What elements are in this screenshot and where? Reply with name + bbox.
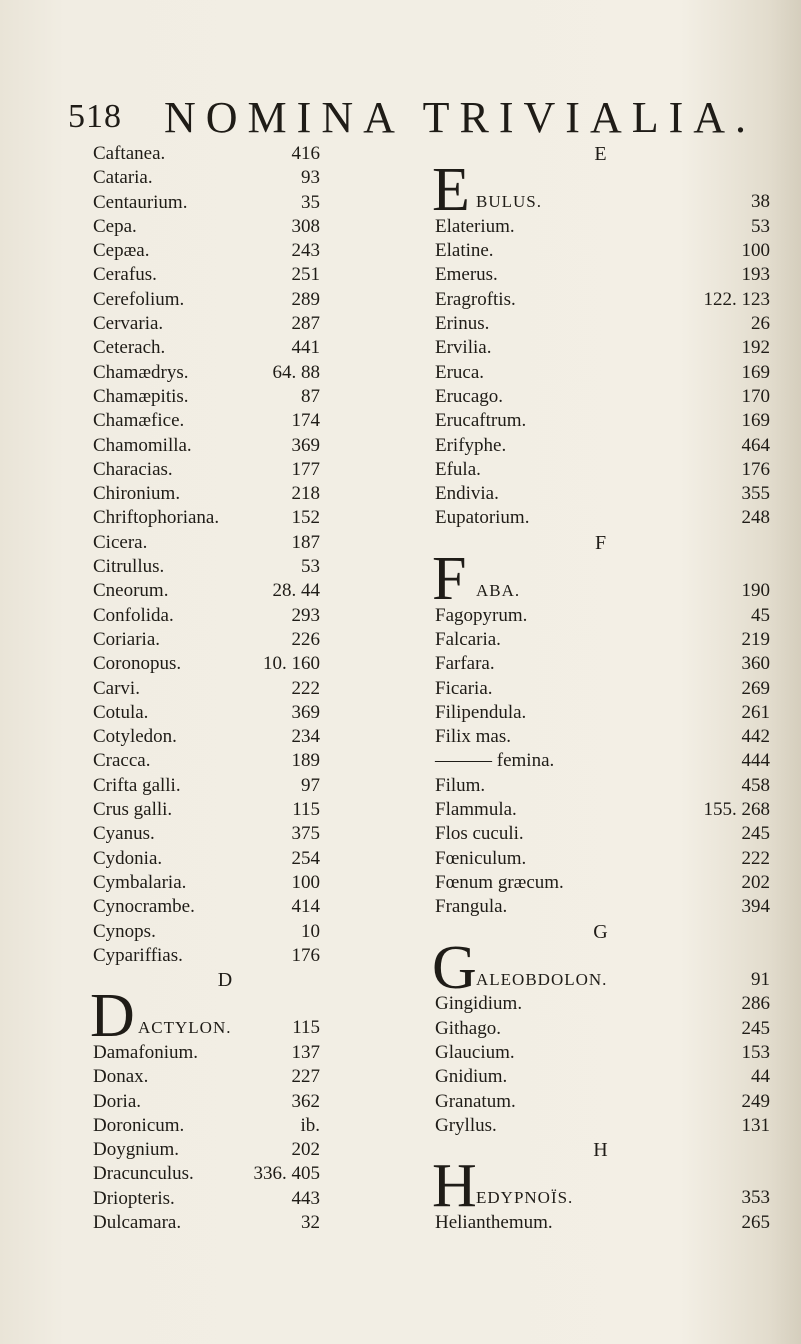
entry-pages: 190	[741, 580, 770, 602]
entry-name: Chriftophoriana.	[93, 507, 220, 529]
entry-pages: 53	[751, 215, 770, 237]
entry-pages: 441	[291, 337, 320, 359]
index-entry	[0, 652, 400, 676]
entry-pages: 115	[292, 799, 320, 821]
index-entry	[0, 215, 400, 239]
index-entry	[400, 992, 801, 1016]
entry-name: Driopteris.	[93, 1187, 175, 1209]
drop-cap-initial: H	[432, 1152, 477, 1221]
index-entry	[400, 1041, 801, 1065]
index-entry	[0, 1114, 400, 1138]
drop-cap-entry-d	[0, 982, 400, 1051]
entry-name: Chamædrys.	[93, 361, 189, 383]
entry-pages: 248	[741, 507, 770, 529]
drop-cap-initial: F	[432, 545, 467, 614]
section-heading-d: D	[217, 969, 233, 992]
entry-pages: 100	[741, 240, 770, 262]
entry-name: Doronicum.	[93, 1114, 185, 1136]
entry-name: Chamomilla.	[93, 434, 192, 456]
index-entry	[0, 798, 400, 822]
entry-name: Erinus.	[435, 313, 490, 335]
entry-pages: 170	[741, 385, 770, 407]
index-entry	[0, 1138, 400, 1162]
section-heading-h: H	[593, 1139, 608, 1162]
entry-name: Cymbalaria.	[93, 871, 187, 893]
index-entry	[0, 847, 400, 871]
entry-pages: 10. 160	[263, 653, 320, 675]
entry-name: Gingidium.	[435, 993, 523, 1015]
entry-name: Cotula.	[93, 701, 149, 723]
entry-name: Granatum.	[435, 1090, 516, 1112]
index-entry	[400, 798, 801, 822]
right-column	[400, 142, 801, 1235]
index-entry	[0, 385, 400, 409]
entry-name: Emerus.	[435, 264, 498, 286]
entry-pages: 254	[291, 847, 320, 869]
entry-pages: 174	[291, 410, 320, 432]
entry-name: Filix mas.	[435, 726, 512, 748]
section-g-entry-list	[400, 992, 801, 1138]
entry-pages: 458	[741, 774, 770, 796]
left-entry-list	[0, 142, 400, 968]
entry-pages: 234	[291, 726, 320, 748]
entry-name: Cypariffias.	[93, 944, 183, 966]
index-entry	[0, 482, 400, 506]
entry-pages: 222	[741, 847, 770, 869]
index-entry	[400, 288, 801, 312]
entry-pages: 293	[291, 604, 320, 626]
entry-pages: 45	[751, 604, 770, 626]
entry-pages: 131	[741, 1114, 770, 1136]
entry-pages: 97	[301, 774, 320, 796]
index-entry	[0, 263, 400, 287]
entry-pages: 10	[301, 920, 320, 942]
entry-pages: 249	[741, 1090, 770, 1112]
entry-name: Crifta galli.	[93, 774, 181, 796]
entry-pages: 286	[741, 993, 770, 1015]
index-entry	[0, 166, 400, 190]
index-entry	[0, 895, 400, 919]
entry-name: Doygnium.	[93, 1139, 180, 1161]
index-entry	[400, 822, 801, 846]
entry-pages: 177	[291, 458, 320, 480]
entry-pages: 289	[291, 288, 320, 310]
entry-name: Elaterium.	[435, 215, 515, 237]
drop-cap-word: ABA.	[476, 581, 521, 601]
entry-pages: 227	[291, 1066, 320, 1088]
index-entry	[0, 458, 400, 482]
entry-name: Chironium.	[93, 483, 181, 505]
entry-name: Doria.	[93, 1090, 142, 1112]
section-heading-g: G	[593, 920, 608, 943]
entry-pages: 93	[301, 167, 320, 189]
entry-name: Cynocrambe.	[93, 896, 195, 918]
entry-name: Ficaria.	[435, 677, 493, 699]
entry-pages: 261	[741, 701, 770, 723]
entry-pages: 115	[292, 1017, 320, 1039]
entry-name: Fœniculum.	[435, 847, 527, 869]
index-entry	[0, 1065, 400, 1089]
entry-pages: 28. 44	[272, 580, 320, 602]
entry-pages: 91	[751, 968, 770, 990]
entry-name: Cneorum.	[93, 580, 169, 602]
entry-pages: 442	[741, 726, 770, 748]
entry-pages: 35	[301, 191, 320, 213]
entry-pages: 176	[741, 458, 770, 480]
section-e-entry-list	[400, 215, 801, 531]
index-entry	[400, 409, 801, 433]
index-entry	[0, 749, 400, 773]
entry-pages: 360	[741, 653, 770, 675]
entry-name: Ceterach.	[93, 337, 166, 359]
index-entry	[0, 1187, 400, 1211]
drop-cap-entry-h	[400, 1152, 801, 1221]
entry-name: Donax.	[93, 1066, 149, 1088]
drop-cap-entry-f	[400, 545, 801, 614]
entry-name: Chamæfice.	[93, 410, 185, 432]
entry-pages: 192	[741, 337, 770, 359]
entry-pages: ib.	[300, 1114, 320, 1136]
entry-name: Confolida.	[93, 604, 174, 626]
entry-name: Chamæpitis.	[93, 385, 189, 407]
entry-pages: 243	[291, 240, 320, 262]
index-entry	[0, 1162, 400, 1186]
entry-pages: 336. 405	[253, 1163, 320, 1185]
index-entry	[0, 361, 400, 385]
entry-name: Fœnum græcum.	[435, 871, 564, 893]
entry-name: Cataria.	[93, 167, 153, 189]
entry-name: Coronopus.	[93, 653, 182, 675]
entry-name: Gnidium.	[435, 1066, 508, 1088]
entry-name: Caftanea.	[93, 143, 166, 164]
entry-name: Filipendula.	[435, 701, 527, 723]
index-entry	[400, 701, 801, 725]
entry-name: Cerefolium.	[93, 288, 185, 310]
index-entry	[400, 677, 801, 701]
section-d-entry-list	[0, 1041, 400, 1235]
index-entry	[400, 336, 801, 360]
entry-pages: 251	[291, 264, 320, 286]
index-entry	[400, 847, 801, 871]
index-entry	[400, 458, 801, 482]
index-entry	[400, 263, 801, 287]
entry-name: Cracca.	[93, 750, 151, 772]
entry-name: Damafonium.	[93, 1041, 199, 1063]
entry-pages: 44	[751, 1066, 770, 1088]
entry-pages: 169	[741, 410, 770, 432]
entry-pages: 226	[291, 628, 320, 650]
entry-name: Dracunculus.	[93, 1163, 194, 1185]
entry-pages: 362	[291, 1090, 320, 1112]
index-entry	[400, 506, 801, 530]
entry-pages: 187	[291, 531, 320, 553]
drop-cap-word: BULUS.	[476, 192, 542, 212]
entry-name: Cydonia.	[93, 847, 163, 869]
entry-pages: 355	[741, 483, 770, 505]
entry-name: Centaurium.	[93, 191, 188, 213]
index-entry	[400, 895, 801, 919]
index-entry	[0, 628, 400, 652]
entry-name: Elatine.	[435, 240, 494, 262]
index-entry	[400, 749, 801, 773]
running-title: NOMINA TRIVIALIA.	[164, 93, 757, 142]
entry-name: Githago.	[435, 1017, 501, 1039]
entry-name: Cynops.	[93, 920, 156, 942]
index-entry	[400, 215, 801, 239]
entry-name: Citrullus.	[93, 556, 165, 578]
entry-name: Cervaria.	[93, 313, 164, 335]
index-entry	[400, 482, 801, 506]
entry-pages: 369	[291, 701, 320, 723]
entry-pages: 353	[741, 1187, 770, 1209]
drop-cap-initial: E	[432, 156, 470, 225]
entry-name: Erucaftrum.	[435, 410, 527, 432]
entry-name: Flos cuculi.	[435, 823, 524, 845]
entry-name: Flammula.	[435, 799, 517, 821]
entry-pages: 369	[291, 434, 320, 456]
entry-pages: 245	[741, 823, 770, 845]
entry-pages: 176	[291, 944, 320, 966]
index-entry	[400, 239, 801, 263]
entry-pages: 375	[291, 823, 320, 845]
drop-cap-entry-g	[400, 933, 801, 1002]
entry-pages: 394	[741, 896, 770, 918]
index-entry	[0, 1211, 400, 1235]
entry-pages: 32	[301, 1212, 320, 1234]
index-entry	[0, 604, 400, 628]
entry-pages: 222	[291, 677, 320, 699]
index-entry	[0, 434, 400, 458]
entry-pages: 202	[291, 1139, 320, 1161]
entry-name: Erifyphe.	[435, 434, 507, 456]
entry-name: Carvi.	[93, 677, 140, 699]
entry-name: Eragroftis.	[435, 288, 516, 310]
entry-name: Falcaria.	[435, 628, 501, 650]
index-entry	[0, 677, 400, 701]
index-entry	[400, 385, 801, 409]
section-heading-f: F	[594, 531, 607, 554]
index-entry	[0, 239, 400, 263]
entry-pages: 122. 123	[703, 288, 770, 310]
entry-pages: 218	[291, 483, 320, 505]
entry-pages: 444	[741, 750, 770, 772]
index-entry	[400, 312, 801, 336]
entry-name: Ervilia.	[435, 337, 492, 359]
drop-cap-initial: D	[90, 982, 135, 1051]
index-entry	[0, 725, 400, 749]
entry-pages: 26	[751, 313, 770, 335]
index-entry	[400, 652, 801, 676]
index-entry	[0, 579, 400, 603]
index-entry	[400, 1017, 801, 1041]
entry-pages: 100	[291, 871, 320, 893]
entry-pages: 414	[291, 896, 320, 918]
index-entry	[400, 604, 801, 628]
entry-name: ——— femina.	[435, 750, 555, 772]
entry-name: Characias.	[93, 458, 173, 480]
entry-name: Cyanus.	[93, 823, 155, 845]
entry-pages: 189	[291, 750, 320, 772]
entry-pages: 64. 88	[272, 361, 320, 383]
index-entry	[0, 312, 400, 336]
index-entry	[0, 920, 400, 944]
entry-pages: 53	[301, 556, 320, 578]
index-entry	[0, 774, 400, 798]
entry-name: Cepæa.	[93, 240, 150, 262]
entry-name: Eupatorium.	[435, 507, 530, 529]
entry-pages: 202	[741, 871, 770, 893]
index-entry	[0, 531, 400, 555]
index-entry	[0, 506, 400, 530]
entry-name: Endivia.	[435, 483, 499, 505]
entry-name: Crus galli.	[93, 799, 173, 821]
entry-name: Cicera.	[93, 531, 148, 553]
index-entry	[400, 725, 801, 749]
entry-pages: 287	[291, 313, 320, 335]
page-number: 518	[68, 98, 122, 135]
entry-name: Fagopyrum.	[435, 604, 528, 626]
entry-name: Coriaria.	[93, 628, 161, 650]
index-entry	[0, 288, 400, 312]
entry-pages: 152	[291, 507, 320, 529]
entry-name: Filum.	[435, 774, 486, 796]
index-entry	[0, 142, 400, 166]
index-entry	[400, 871, 801, 895]
entry-pages: 193	[741, 264, 770, 286]
entry-name: Gryllus.	[435, 1114, 497, 1136]
entry-pages: 38	[751, 191, 770, 213]
entry-pages: 464	[741, 434, 770, 456]
entry-name: Eruca.	[435, 361, 485, 383]
index-entry	[0, 336, 400, 360]
index-entry	[0, 1041, 400, 1065]
index-entry	[0, 555, 400, 579]
entry-name: Glaucium.	[435, 1041, 515, 1063]
drop-cap-entry-e	[400, 156, 801, 225]
entry-pages: 137	[291, 1041, 320, 1063]
entry-pages: 308	[291, 215, 320, 237]
index-entry	[0, 1090, 400, 1114]
section-h-entry-list	[400, 1211, 801, 1235]
entry-pages: 269	[741, 677, 770, 699]
left-column	[0, 142, 400, 1235]
entry-name: Helianthemum.	[435, 1212, 553, 1234]
entry-name: Cotyledon.	[93, 726, 177, 748]
entry-pages: 245	[741, 1017, 770, 1039]
entry-name: Cerafus.	[93, 264, 157, 286]
index-entry	[0, 944, 400, 968]
index-entry	[400, 361, 801, 385]
index-entry	[0, 822, 400, 846]
index-entry	[400, 434, 801, 458]
entry-pages: 169	[741, 361, 770, 383]
index-entry	[400, 1114, 801, 1138]
drop-cap-initial: G	[432, 933, 477, 1002]
entry-pages: 443	[291, 1187, 320, 1209]
entry-name: Erucago.	[435, 385, 504, 407]
section-heading-e: E	[594, 143, 607, 165]
drop-cap-word: EDYPNOÏS.	[476, 1188, 574, 1208]
index-entry	[400, 1090, 801, 1114]
drop-cap-word: ALEOBDOLON.	[476, 969, 608, 989]
entry-name: Dulcamara.	[93, 1212, 182, 1234]
index-entry	[400, 628, 801, 652]
entry-pages: 155. 268	[703, 799, 770, 821]
index-entry	[0, 191, 400, 215]
drop-cap-word: ACTYLON.	[138, 1018, 232, 1038]
entry-pages: 416	[291, 143, 320, 164]
index-entry	[400, 774, 801, 798]
entry-name: Frangula.	[435, 896, 508, 918]
section-f-entry-list	[400, 604, 801, 920]
index-entry	[0, 701, 400, 725]
page-header	[68, 92, 768, 142]
entry-name: Efula.	[435, 458, 481, 480]
entry-pages: 219	[741, 628, 770, 650]
index-entry	[0, 409, 400, 433]
entry-name: Cepa.	[93, 215, 137, 237]
entry-pages: 265	[741, 1212, 770, 1234]
entry-name: Farfara.	[435, 653, 495, 675]
index-entry	[0, 871, 400, 895]
entry-pages: 153	[741, 1041, 770, 1063]
index-entry	[400, 1211, 801, 1235]
index-entry	[400, 1065, 801, 1089]
entry-pages: 87	[301, 385, 320, 407]
